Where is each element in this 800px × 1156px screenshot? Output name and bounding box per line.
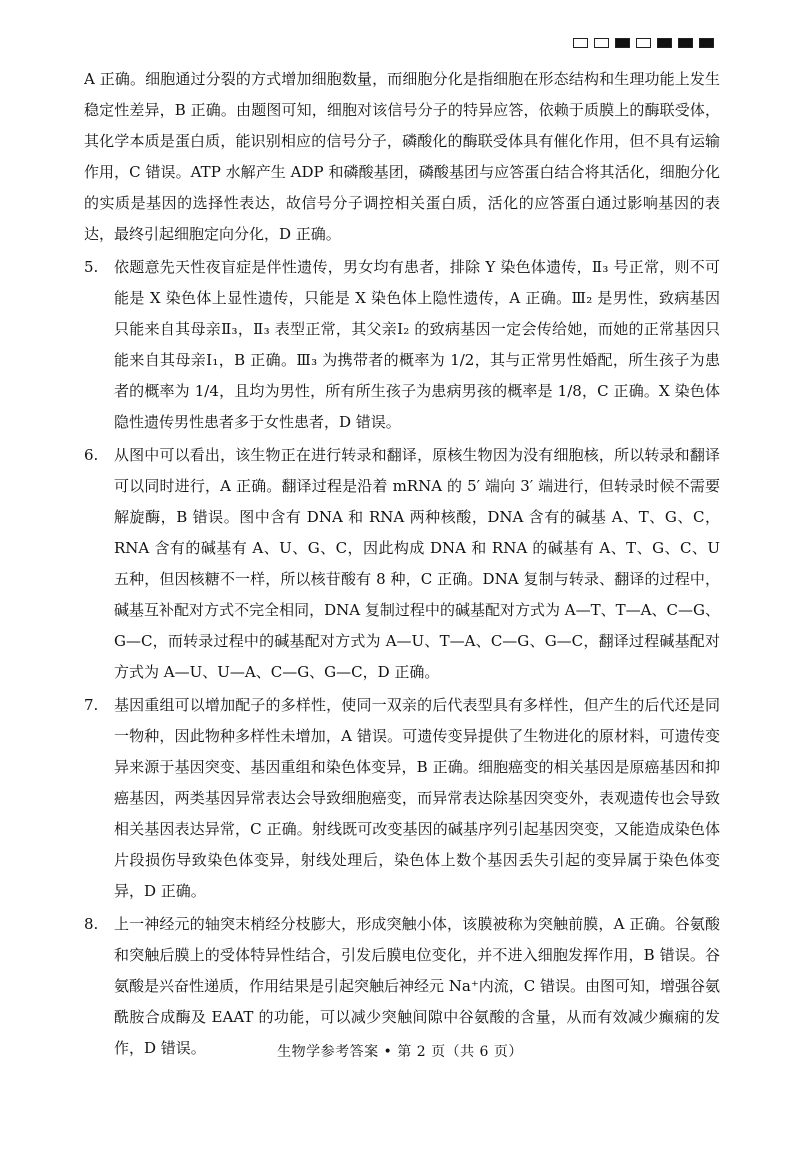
answer-item-6 xyxy=(84,440,720,688)
page-mark xyxy=(573,38,588,48)
page-mark xyxy=(636,38,651,48)
page-mark xyxy=(678,38,693,48)
page-mark xyxy=(594,38,609,48)
answer-item-5 xyxy=(84,252,720,438)
item-text: 依题意先天性夜盲症是伴性遗传，男女均有患者，排除 Y 染色体遗传，Ⅱ₃ 号正常，则不可能是 X 染色体上显性遗传，只能是 X 染色体上隐性遗传，A 正确。Ⅲ₂ 是男性，致病基因只能来自其母亲Ⅱ₃，Ⅱ₃ 表型正常，其父亲Ⅰ₂ 的致病基因一定会传给她，而她的正常基因只能来自其母亲Ⅰ₁，B 正确。Ⅲ₃ 为携带者的概率为 1/2，其与正常男性婚配，所生孩子为患者的概率为 1/4，且均为男性，所有所生孩子为患病男孩的概率是 1/8，C 正确。X 染色体隐性遗传男性患者多于女性患者，D 错误。 xyxy=(114,258,720,431)
item-text: 基因重组可以增加配子的多样性，使同一双亲的后代表型具有多样性，但产生的后代还是同一物种，因此物种多样性未增加，A 错误。可遗传变异提供了生物进化的原材料，可遗传变异来源于基因突变、基因重组和染色体变异，B 正确。细胞癌变的相关基因是原癌基因和抑癌基因，两类基因异常表达会导致细胞癌变，而异常表达除基因突变外，表观遗传也会导致相关基因表达异常，C 正确。射线既可改变基因的碱基序列引起基因突变，又能造成染色体片段损伤导致染色体变异，射线处理后，染色体上数个基因丢失引起的变异属于染色体变异，D 正确。 xyxy=(114,696,720,900)
answer-item-7 xyxy=(84,690,720,907)
item-text: 从图中可以看出，该生物正在进行转录和翻译，原核生物因为没有细胞核，所以转录和翻译可以同时进行，A 正确。翻译过程是沿着 mRNA 的 5′ 端向 3′ 端进行，但转录时候不需要解旋酶，B 错误。图中含有 DNA 和 RNA 两种核酸，DNA 含有的碱基 A、T、G、C，RNA 含有的碱基有 A、U、G、C，因此构成 DNA 和 RNA 的碱基有 A、T、G、C、U 五种，但因核糖不一样，所以核苷酸有 8 种，C 正确。DNA 复制与转录、翻译的过程中，碱基互补配对方式不完全相同，DNA 复制过程中的碱基配对方式为 A—T、T—A、C—G、G—C，而转录过程中的碱基配对方式为 A—U、T—A、C—G、G—C，翻译过程碱基配对方式为 A—U、U—A、C—G、G—C，D 正确。 xyxy=(114,446,720,681)
page-mark xyxy=(657,38,672,48)
item-number: 8. xyxy=(84,915,99,933)
item-number: 7. xyxy=(84,696,99,714)
answer-body xyxy=(84,64,720,1064)
page-mark xyxy=(699,38,714,48)
item-text: 上一神经元的轴突末梢经分枝膨大，形成突触小体，该膜被称为突触前膜，A 正确。谷氨酸和突触后膜上的受体特异性结合，引发后膜电位变化，并不进入细胞发挥作用，B 错误。谷氨酸是兴奋性递质，作用结果是引起突触后神经元 Na⁺内流，C 错误。由图可知，增强谷氨酰胺合成酶及 EAAT 的功能，可以减少突触间隙中谷氨酸的含量，从而有效减少癫痫的发作，D 错误。 xyxy=(114,915,721,1057)
page-marks xyxy=(573,38,714,48)
item-number: 6. xyxy=(84,446,99,464)
continuation-paragraph: A 正确。细胞通过分裂的方式增加细胞数量，而细胞分化是指细胞在形态结构和生理功能上发生稳定性差异，B 正确。由题图可知，细胞对该信号分子的特异应答，依赖于质膜上的酶联受体，其化学本质是蛋白质，能识别相应的信号分子，磷酸化的酶联受体具有催化作用，但不具有运输作用，C 错误。ATP 水解产生 ADP 和磷酸基团，磷酸基团与应答蛋白结合将其活化，细胞分化的实质是基因的选择性表达，故信号分子调控相关蛋白质，活化的应答蛋白通过影响基因的表达，最终引起细胞定向分化，D 正确。 xyxy=(84,70,720,243)
page-footer: 生物学参考答案 • 第 2 页（共 6 页） xyxy=(277,1044,523,1060)
page-mark xyxy=(615,38,630,48)
item-number: 5. xyxy=(84,258,99,276)
